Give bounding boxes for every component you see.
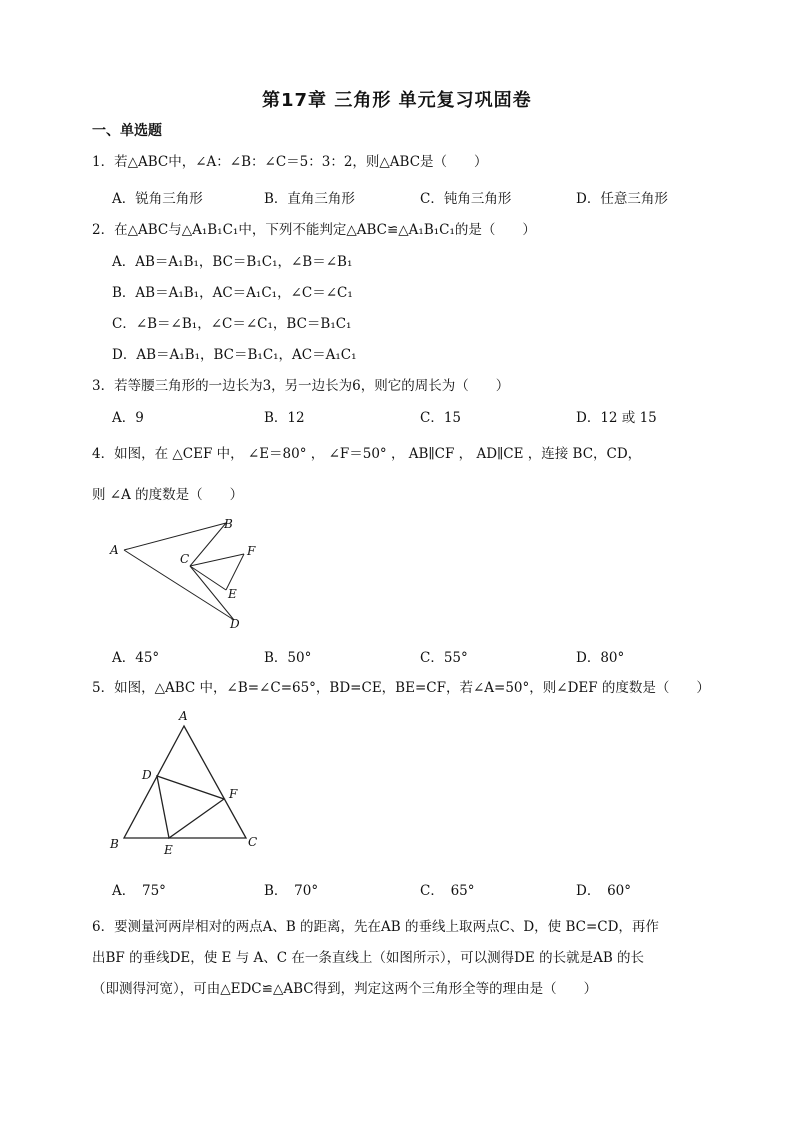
q5-label-a: A [179, 709, 188, 723]
question-1-option-d[interactable]: D．任意三角形 [576, 191, 668, 207]
question-2-stem: 2．在△ABC与△A₁B₁C₁中，下列不能判定△ABC≌△A₁B₁C₁的是（ ） [92, 222, 536, 238]
question-5-option-a[interactable]: A． 75° [112, 883, 166, 899]
q4-label-e: E [228, 587, 237, 601]
question-5-option-c[interactable]: C． 65° [420, 883, 475, 899]
question-6-line-2: 出BF 的垂线DE，使 E 与 A、C 在一条直线上（如图所示），可以测得DE 的长就是AB 的长 [92, 950, 645, 966]
question-3-option-a[interactable]: A．9 [112, 410, 144, 426]
question-6-line-1: 6．要测量河两岸相对的两点A、B 的距离，先在AB 的垂线上取两点C、D，使 BC=CD，再作 [92, 919, 659, 935]
question-4-option-d[interactable]: D．80° [576, 650, 625, 666]
q4-label-a: A [110, 543, 119, 557]
q5-label-e: E [164, 843, 173, 857]
question-3-stem: 3．若等腰三角形的一边长为3，另一边长为6，则它的周长为（ ） [92, 378, 510, 394]
question-5-option-b[interactable]: B． 70° [264, 883, 319, 899]
q5-label-f: F [229, 787, 238, 801]
q4-label-f: F [247, 544, 256, 558]
question-5-stem: 5．如图，△ABC 中，∠B=∠C=65°，BD=CE，BE=CF，若∠A=50°，则∠DEF 的度数是（ ） [92, 680, 710, 696]
question-3-option-b[interactable]: B．12 [264, 410, 305, 426]
question-5-figure-lines [124, 726, 246, 838]
q4-label-c: C [180, 552, 190, 566]
question-4-stem-line-1: 4．如图，在 △CEF 中， ∠E＝80° ， ∠F＝50° ， AB∥CF ， AD∥CE ，连接 BC，CD， [92, 446, 642, 462]
question-1-option-b[interactable]: B．直角三角形 [264, 191, 355, 207]
question-1-option-a[interactable]: A．锐角三角形 [112, 191, 203, 207]
q4-label-b: B [224, 517, 233, 531]
question-4-figure-lines [124, 523, 244, 620]
question-5-option-d[interactable]: D． 60° [576, 883, 632, 899]
question-4-figure [100, 512, 270, 634]
question-2-option-c[interactable]: C．∠B＝∠B₁，∠C＝∠C₁，BC＝B₁C₁ [112, 316, 352, 332]
question-1-stem: 1．若△ABC中，∠A：∠B：∠C＝5：3：2，则△ABC是（ ） [92, 154, 488, 170]
question-2-option-d[interactable]: D．AB＝A₁B₁，BC＝B₁C₁，AC＝A₁C₁ [112, 347, 357, 363]
q5-label-c: C [248, 835, 258, 849]
section-header: 一、单选题 [92, 123, 162, 139]
question-6-line-3: （即测得河宽），可由△EDC≌△ABC得到，判定这两个三角形全等的理由是（ ） [92, 981, 598, 997]
question-1-option-c[interactable]: C．钝角三角形 [420, 191, 512, 207]
question-5-figure [100, 706, 270, 858]
question-4-stem-line-2: 则 ∠A 的度数是（ ） [92, 487, 244, 503]
question-2-option-b[interactable]: B．AB＝A₁B₁，AC＝A₁C₁，∠C＝∠C₁ [112, 285, 353, 301]
question-4-option-c[interactable]: C．55° [420, 650, 468, 666]
question-4-option-a[interactable]: A．45° [112, 650, 160, 666]
question-4-option-b[interactable]: B．50° [264, 650, 312, 666]
question-2-option-a[interactable]: A．AB＝A₁B₁，BC＝B₁C₁，∠B＝∠B₁ [112, 254, 353, 270]
q5-label-b: B [110, 837, 119, 851]
question-3-option-c[interactable]: C．15 [420, 410, 462, 426]
page-title: 第17章 三角形 单元复习巩固卷 [262, 90, 532, 111]
question-3-option-d[interactable]: D．12 或 15 [576, 410, 657, 426]
q5-label-d: D [142, 768, 152, 782]
q4-label-d: D [230, 617, 240, 631]
